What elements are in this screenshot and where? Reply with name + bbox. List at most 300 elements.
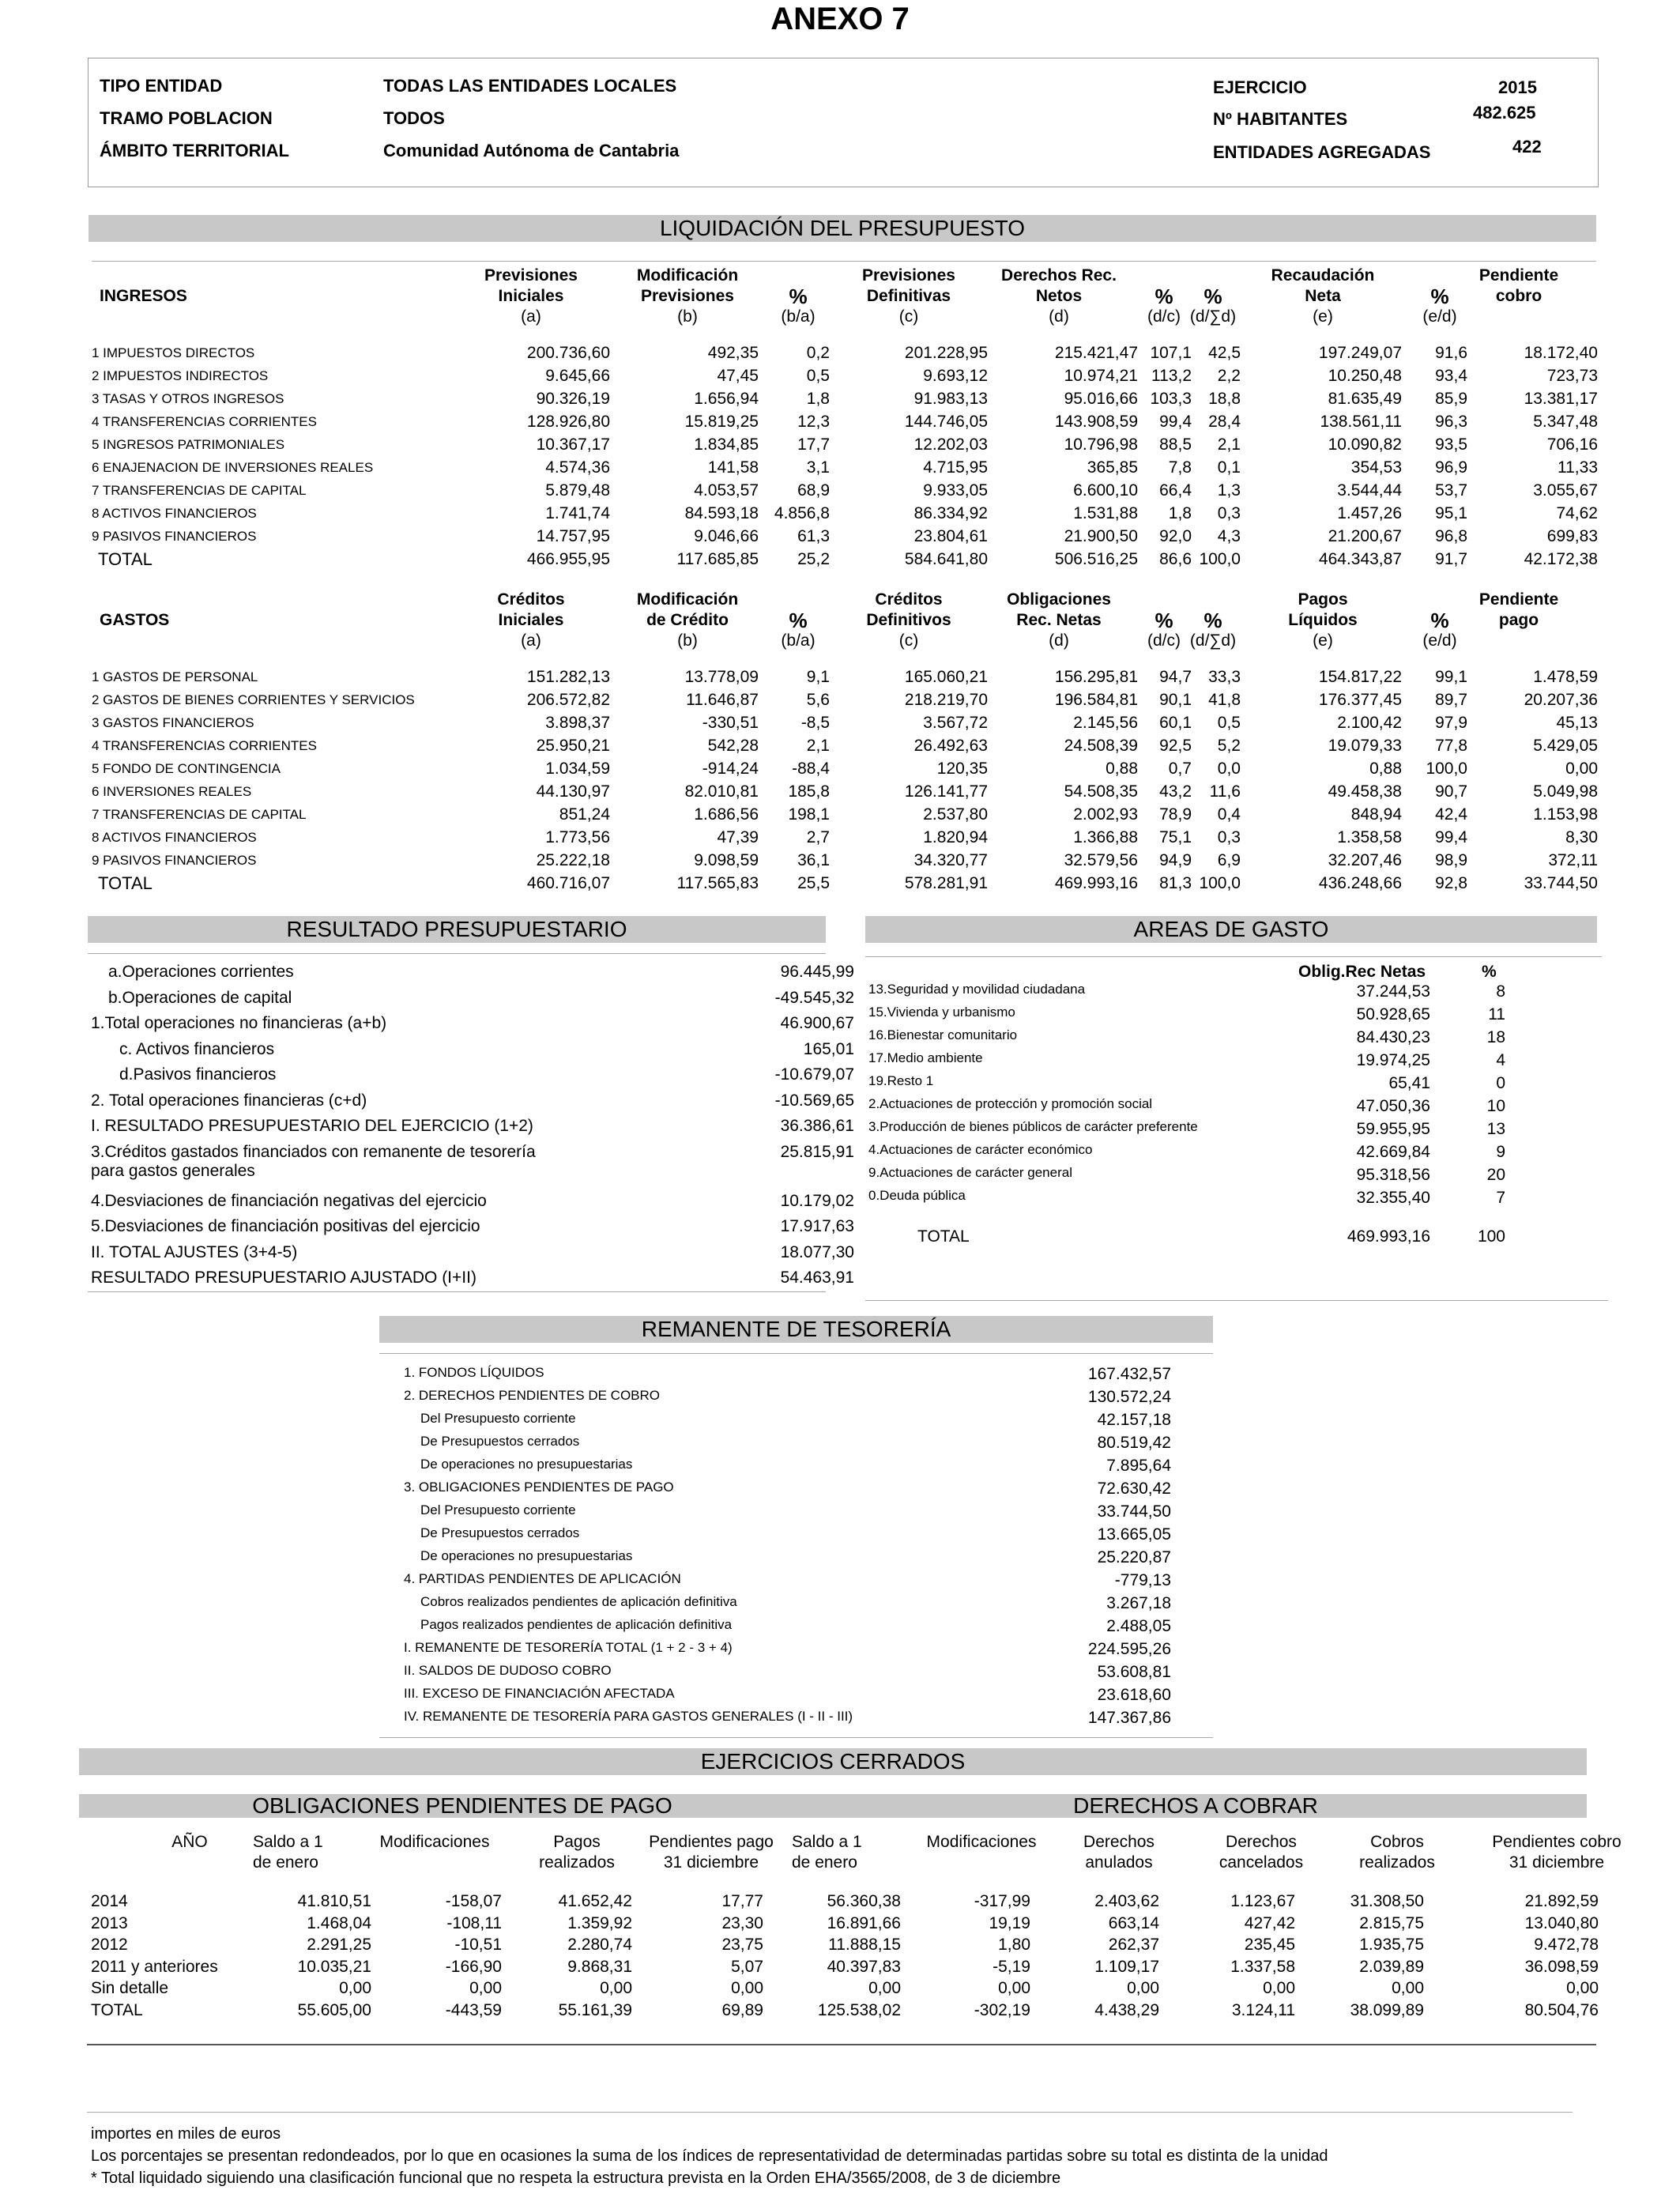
gastos-cell: 185,8	[788, 782, 830, 801]
ingresos-cell: 61,3	[797, 527, 830, 545]
agregadas-value: 422	[1512, 137, 1542, 156]
ingresos-cell: 354,53	[1350, 458, 1402, 477]
ingresos-cell: 4,3	[1217, 527, 1241, 545]
gastos-cell: 11,6	[1209, 782, 1241, 801]
ingresos-cell: 1,3	[1217, 481, 1241, 499]
ingresos-header-7-line3: (e)	[1313, 307, 1333, 326]
gastos-cell: 1.153,98	[1533, 805, 1598, 824]
gastos-cell: 98,9	[1435, 851, 1467, 869]
gastos-row-label: TOTAL	[98, 873, 153, 893]
gastos-cell: 460.716,07	[526, 874, 610, 892]
cerrados-cell: 0,00	[868, 1979, 901, 1997]
gastos-cell: 3.898,37	[545, 714, 610, 732]
cerrados-cell: 69,89	[721, 2000, 763, 2019]
gastos-cell: 100,0	[1426, 760, 1467, 778]
gastos-cell: 196.584,81	[1054, 691, 1138, 709]
remanente-label: III. EXCESO DE FINANCIACIÓN AFECTADA	[404, 1686, 675, 1701]
ingresos-row	[87, 364, 1599, 387]
gastos-cell: 11.646,87	[686, 691, 759, 709]
gastos-cell: 32.207,46	[1328, 851, 1402, 869]
divider	[865, 1300, 1608, 1301]
divider	[865, 956, 1602, 957]
cerrados-header-3-line2: realizados	[539, 1853, 615, 1872]
gastos-cell: 26.492,63	[913, 737, 988, 755]
ingresos-header-0-line2: Iniciales	[498, 287, 564, 305]
cerrados-cell: 0,00	[1127, 1979, 1159, 1997]
ingresos-row-label: 1 IMPUESTOS DIRECTOS	[92, 345, 255, 360]
gastos-row	[87, 803, 1599, 826]
derechos-title: DERECHOS A COBRAR	[804, 1794, 1587, 1818]
gastos-header-9-line2: pago	[1498, 611, 1539, 629]
ingresos-cell: 15.819,25	[684, 413, 759, 431]
agregadas-label: ENTIDADES AGREGADAS	[1213, 142, 1431, 162]
ingresos-cell: 21.900,50	[1064, 527, 1138, 545]
tramo-label: TRAMO POBLACION	[100, 108, 273, 128]
remanente-value: 42.157,18	[1097, 1411, 1171, 1429]
ingresos-cell: 91.983,13	[913, 390, 988, 408]
footer-note-classification: * Total liquidado siguiendo una clasificación funcional que no respeta la estructura prevista en la Orden EHA/3565/2008, de 3 de diciembre	[91, 2169, 1061, 2187]
resultado-label: 4.Desviaciones de financiación negativas del ejercicio	[91, 1191, 487, 1210]
gastos-cell: 92,5	[1159, 737, 1192, 755]
ingresos-cell: 1.656,94	[694, 390, 759, 408]
gastos-cell: 8,30	[1565, 828, 1598, 846]
remanente-value: 167.432,57	[1087, 1365, 1171, 1383]
gastos-cell: 42,4	[1435, 805, 1467, 824]
ingresos-cell: 0,3	[1217, 504, 1241, 522]
gastos-cell: 43,2	[1159, 782, 1192, 801]
ingresos-cell: 10.090,82	[1328, 435, 1402, 454]
gastos-cell: 60,1	[1159, 714, 1192, 732]
cerrados-row-label: 2014	[91, 1892, 128, 1910]
gastos-cell: 2.100,42	[1337, 714, 1402, 732]
cerrados-cell: 21.892,59	[1524, 1892, 1599, 1910]
resultado-label: RESULTADO PRESUPUESTARIO AJUSTADO (I+II)	[91, 1269, 477, 1287]
ingresos-cell: 3,1	[806, 458, 830, 477]
ingresos-cell: 92,0	[1159, 527, 1192, 545]
remanente-label: Pagos realizados pendientes de aplicación definitiva	[420, 1617, 733, 1632]
gastos-row	[87, 780, 1599, 803]
ingresos-cell: 3.055,67	[1533, 481, 1598, 499]
gastos-cell: 848,94	[1350, 805, 1402, 824]
resultado-label: a.Operaciones corrientes	[108, 963, 294, 981]
gastos-cell: 36,1	[797, 851, 830, 869]
cerrados-cell: -302,19	[974, 2000, 1030, 2019]
gastos-cell: 0,88	[1369, 760, 1402, 778]
gastos-cell: 41,8	[1208, 691, 1241, 709]
gastos-cell: 436.248,66	[1318, 874, 1402, 892]
gastos-row-label: 5 FONDO DE CONTINGENCIA	[92, 761, 281, 776]
areas-total-label: TOTAL	[917, 1227, 970, 1246]
gastos-cell: 19.079,33	[1328, 737, 1402, 755]
gastos-row	[87, 665, 1599, 688]
area-pct: 11	[1488, 1005, 1505, 1023]
remanente-value: 53.608,81	[1097, 1663, 1171, 1681]
ingresos-cell: 96,3	[1435, 413, 1467, 431]
cerrados-cell: 19,19	[989, 1913, 1030, 1932]
ingresos-cell: 95.016,66	[1064, 390, 1138, 408]
ingresos-row	[87, 387, 1599, 410]
cerrados-cell: 2.280,74	[567, 1936, 632, 1954]
gastos-cell: 54.508,35	[1064, 782, 1138, 801]
cerrados-cell: 41.652,42	[558, 1892, 632, 1910]
ingresos-header-3-line2: Definitivas	[866, 287, 951, 305]
remanente-label: De Presupuestos cerrados	[420, 1434, 580, 1449]
resultado-label: d.Pasivos financieros	[119, 1065, 277, 1084]
cerrados-cell: 5,07	[731, 1957, 763, 1976]
gastos-cell: 33.744,50	[1524, 874, 1598, 892]
ingresos-header-4-line1: Derechos Rec.	[1001, 266, 1117, 285]
area-value: 65,41	[1388, 1074, 1430, 1092]
gastos-header-0-line2: Iniciales	[498, 611, 564, 629]
ingresos-cell: 9.933,05	[923, 481, 988, 499]
gastos-cell: 92,8	[1435, 874, 1467, 892]
cerrados-cell: 235,45	[1244, 1936, 1295, 1954]
cerrados-row-label: 2012	[91, 1936, 128, 1954]
gastos-row-label: 9 PASIVOS FINANCIEROS	[92, 853, 257, 868]
cerrados-header-4-line1: Pendientes pago	[649, 1833, 774, 1851]
gastos-cell: 2,1	[806, 737, 830, 755]
cerrados-cell: 13.040,80	[1524, 1913, 1599, 1932]
gastos-header-4-line3: (d)	[1049, 631, 1069, 650]
cerrados-cell: 10.035,21	[297, 1957, 371, 1976]
area-value: 42.669,84	[1356, 1143, 1430, 1161]
ingresos-header-2-line3: (b/a)	[781, 307, 816, 326]
gastos-cell: 372,11	[1548, 851, 1598, 869]
gastos-row	[87, 734, 1599, 757]
ingresos-cell: 6.600,10	[1073, 481, 1138, 499]
gastos-cell: 25,5	[797, 874, 830, 892]
cerrados-cell: 427,42	[1244, 1913, 1295, 1932]
gastos-cell: 578.281,91	[904, 874, 988, 892]
ingresos-cell: 464.343,87	[1318, 550, 1402, 568]
resultado-value: 18.077,30	[780, 1242, 854, 1261]
cerrados-cell: 1.468,04	[307, 1913, 371, 1932]
gastos-header-4-line1: Obligaciones	[1007, 590, 1111, 609]
habitantes-label: Nº HABITANTES	[1213, 109, 1348, 129]
gastos-cell: 1.366,88	[1073, 828, 1138, 846]
cerrados-cell: 0,00	[1566, 1979, 1599, 1997]
tramo-value: TODOS	[383, 108, 445, 128]
ingresos-header-7-line1: Recaudación	[1271, 266, 1375, 285]
remanente-label: De operaciones no presupuestarias	[420, 1548, 633, 1563]
ingresos-header-4-line3: (d)	[1049, 307, 1069, 326]
ejercicio-label: EJERCICIO	[1213, 77, 1307, 97]
cerrados-header-4-line2: 31 diciembre	[663, 1853, 759, 1872]
ingresos-section-label: INGRESOS	[100, 287, 187, 305]
cerrados-cell: 56.360,38	[827, 1892, 901, 1910]
gastos-cell: 0,00	[1565, 760, 1598, 778]
ejercicio-value: 2015	[1498, 77, 1537, 97]
ingresos-cell: 21.200,67	[1328, 527, 1402, 545]
resultado-label: 1.Total operaciones no financieras (a+b)	[91, 1014, 387, 1032]
cerrados-cell: -317,99	[974, 1892, 1030, 1910]
ambito-label: ÁMBITO TERRITORIAL	[100, 141, 289, 160]
gastos-header-3-line1: Créditos	[875, 590, 943, 609]
ingresos-cell: 2,1	[1217, 435, 1241, 454]
ingresos-header-6-line1: %	[1203, 285, 1222, 308]
remanente-label: 4. PARTIDAS PENDIENTES DE APLICACIÓN	[404, 1571, 681, 1586]
gastos-cell: 75,1	[1159, 828, 1192, 846]
footer-units: importes en miles de euros	[91, 2125, 281, 2143]
gastos-cell: 47,39	[717, 828, 759, 846]
cerrados-cell: -443,59	[445, 2000, 502, 2019]
cerrados-cell: 0,00	[731, 1979, 763, 1997]
cerrados-cell: 2.815,75	[1359, 1913, 1424, 1932]
ingresos-cell: 10.250,48	[1328, 367, 1402, 385]
areas-col-pct-header: %	[1482, 963, 1497, 981]
ingresos-cell: 5.347,48	[1533, 413, 1598, 431]
ingresos-row-label: 7 TRANSFERENCIAS DE CAPITAL	[92, 483, 307, 498]
gastos-cell: 0,5	[1217, 714, 1241, 732]
ingresos-cell: 100,0	[1199, 550, 1241, 568]
cerrados-cell: 0,00	[469, 1979, 502, 1997]
ingresos-cell: 10.367,17	[536, 435, 610, 454]
resultado-value: 17.917,63	[780, 1217, 854, 1235]
ingresos-cell: 96,9	[1435, 458, 1467, 477]
ingresos-cell: 5.879,48	[545, 481, 610, 499]
area-label: 17.Medio ambiente	[868, 1050, 983, 1065]
ingresos-row	[87, 502, 1599, 525]
footer-note-rounding: Los porcentajes se presentan redondeados, por lo que en ocasiones la suma de los índices de representatividad de determinadas partidas sobre su total es distinta de la unidad	[91, 2147, 1328, 2165]
resultado-label: I. RESULTADO PRESUPUESTARIO DEL EJERCICIO (1+2)	[91, 1117, 533, 1135]
cerrados-header-9-line2: realizados	[1359, 1853, 1435, 1872]
gastos-cell: 0,7	[1168, 760, 1192, 778]
cerrados-row-label: 2013	[91, 1913, 128, 1932]
ingresos-header-6-line3: (d/∑d)	[1189, 307, 1237, 326]
gastos-header-0-line3: (a)	[521, 631, 541, 650]
cerrados-header-10-line1: Pendientes cobro	[1492, 1833, 1622, 1851]
area-label: 2.Actuaciones de protección y promoción social	[868, 1096, 1153, 1111]
resultado-value: 96.445,99	[780, 963, 854, 981]
obligaciones-title: OBLIGACIONES PENDIENTES DE PAGO	[79, 1794, 846, 1818]
cerrados-row-label: 2011 y anteriores	[91, 1957, 218, 1976]
gastos-header-9-line1: Pendiente	[1478, 590, 1559, 609]
cerrados-cell: 125.538,02	[817, 2000, 901, 2019]
cerrados-cell: 3.124,11	[1231, 2000, 1295, 2019]
ingresos-cell: 18.172,40	[1524, 344, 1598, 362]
ingresos-cell: 113,2	[1151, 367, 1192, 385]
ingresos-row-label: 2 IMPUESTOS INDIRECTOS	[92, 368, 269, 383]
area-label: 16.Bienestar comunitario	[868, 1027, 1018, 1042]
ingresos-cell: 103,3	[1150, 390, 1192, 408]
ingresos-cell: 7,8	[1168, 458, 1192, 477]
cerrados-cell: 1.109,17	[1094, 1957, 1159, 1976]
gastos-cell: 32.579,56	[1064, 851, 1138, 869]
cerrados-header-1-line1: Saldo a 1	[253, 1833, 323, 1851]
ingresos-header-9-line1: Pendiente	[1478, 266, 1559, 285]
resultado-section	[88, 960, 854, 1292]
ingresos-cell: 93,4	[1435, 367, 1467, 385]
ingresos-cell: 86.334,92	[913, 504, 988, 522]
cerrados-header-5-line1: Saldo a 1	[792, 1833, 862, 1851]
ingresos-cell: 17,7	[797, 435, 830, 454]
ingresos-cell: 10.796,98	[1064, 435, 1138, 454]
gastos-cell: 82.010,81	[684, 782, 759, 801]
gastos-header-1-line1: Modificación	[636, 590, 739, 609]
tipo-entidad-value: TODAS LAS ENTIDADES LOCALES	[383, 76, 677, 96]
area-pct: 8	[1496, 982, 1505, 1001]
ingresos-cell: 3.544,44	[1337, 481, 1402, 499]
gastos-cell: 117.565,83	[676, 874, 759, 892]
gastos-row-label: 3 GASTOS FINANCIEROS	[92, 715, 254, 730]
gastos-cell: 2.145,56	[1073, 714, 1138, 732]
gastos-cell: 198,1	[788, 805, 830, 824]
gastos-cell: 81,3	[1159, 874, 1192, 892]
remanente-value: 72.630,42	[1097, 1480, 1171, 1498]
gastos-cell: 97,9	[1435, 714, 1467, 732]
gastos-header-7-line1: Pagos	[1298, 590, 1348, 609]
ingresos-cell: 25,2	[797, 550, 830, 568]
gastos-cell: 99,4	[1435, 828, 1467, 846]
gastos-cell: 1.478,59	[1533, 668, 1598, 686]
ingresos-cell: 1.741,74	[545, 504, 610, 522]
cerrados-cell: 0,00	[1392, 1979, 1424, 1997]
ingresos-row	[87, 479, 1599, 502]
gastos-cell: 94,9	[1159, 851, 1192, 869]
ingresos-cell: 12,3	[797, 413, 830, 431]
cerrados-cell: 17,77	[721, 1892, 763, 1910]
gastos-cell: 49.458,38	[1328, 782, 1402, 801]
cerrados-header-5-line2: de enero	[792, 1853, 857, 1872]
cerrados-header-0-line1: AÑO	[171, 1833, 208, 1851]
ingresos-cell: 4.053,57	[694, 481, 759, 499]
area-value: 50.928,65	[1356, 1005, 1430, 1023]
gastos-row-label: 8 ACTIVOS FINANCIEROS	[92, 830, 257, 845]
remanente-value: 23.618,60	[1097, 1686, 1171, 1704]
gastos-cell: 1.034,59	[545, 760, 610, 778]
ingresos-cell: 11,33	[1558, 458, 1598, 477]
cerrados-cell: -108,11	[446, 1913, 502, 1932]
ingresos-row-label: 6 ENAJENACION DE INVERSIONES REALES	[92, 460, 374, 475]
resultado-value: 36.386,61	[780, 1117, 854, 1135]
gastos-cell: 89,7	[1435, 691, 1467, 709]
gastos-cell: 5,6	[806, 691, 830, 709]
gastos-header-1-line3: (b)	[677, 631, 698, 650]
ingresos-cell: 144.746,05	[904, 413, 988, 431]
ingresos-row	[87, 548, 1599, 571]
ingresos-cell: 4.856,8	[774, 504, 830, 522]
ingresos-row-label: TOTAL	[98, 549, 153, 569]
ingresos-cell: 95,1	[1435, 504, 1467, 522]
gastos-header-7-line2: Líquidos	[1288, 611, 1358, 629]
ingresos-row	[87, 525, 1599, 548]
gastos-row	[87, 757, 1599, 780]
ingresos-header-0-line1: Previsiones	[484, 266, 578, 285]
remanente-value: 80.519,42	[1097, 1434, 1171, 1452]
ingresos-cell: 723,73	[1546, 367, 1598, 385]
cerrados-row-label: Sin detalle	[91, 1979, 169, 1997]
cerrados-cell: 2.291,25	[307, 1936, 371, 1954]
ingresos-cell: 10.974,21	[1064, 367, 1138, 385]
gastos-header-5-line3: (d/c)	[1147, 631, 1181, 650]
area-label: 3.Producción de bienes públicos de carácter preferente	[868, 1119, 1198, 1134]
gastos-header-5-line1: %	[1155, 609, 1173, 632]
remanente-value: 13.665,05	[1097, 1525, 1171, 1544]
ingresos-cell: 200.736,60	[526, 344, 610, 362]
ingresos-header-5-line3: (d/c)	[1147, 307, 1181, 326]
gastos-cell: 1.358,58	[1337, 828, 1402, 846]
cerrados-cell: 1.123,67	[1230, 1892, 1295, 1910]
gastos-cell: 45,13	[1556, 714, 1598, 732]
divider	[87, 2044, 1596, 2045]
remanente-label: 1. FONDOS LÍQUIDOS	[404, 1365, 544, 1380]
areas-col-value-header: Oblig.Rec Netas	[1298, 963, 1426, 981]
area-pct: 9	[1496, 1143, 1505, 1161]
ingresos-cell: 90.326,19	[536, 390, 610, 408]
cerrados-cell: 1,80	[998, 1936, 1030, 1954]
resultado-label-cont: para gastos generales	[91, 1161, 255, 1180]
cerrados-header-7-line1: Derechos	[1083, 1833, 1155, 1851]
ingresos-row-label: 9 PASIVOS FINANCIEROS	[92, 529, 257, 544]
ingresos-cell: 706,16	[1546, 435, 1598, 454]
ingresos-row	[87, 410, 1599, 433]
divider	[88, 953, 826, 954]
gastos-cell: 126.141,77	[904, 782, 988, 801]
cerrados-cell: 0,00	[339, 1979, 371, 1997]
cerrados-section	[79, 1818, 1622, 2019]
ingresos-header-3-line3: (c)	[898, 307, 919, 326]
gastos-cell: 154.817,22	[1318, 668, 1402, 686]
habitantes-value: 482.625	[1473, 103, 1536, 123]
remanente-title: REMANENTE DE TESORERÍA	[379, 1316, 1213, 1343]
resultado-value: 54.463,91	[780, 1269, 854, 1287]
ingresos-cell: 84.593,18	[684, 504, 759, 522]
gastos-cell: 44.130,97	[536, 782, 610, 801]
ingresos-cell: 74,62	[1556, 504, 1598, 522]
ingresos-cell: 143.908,59	[1054, 413, 1138, 431]
ingresos-row	[87, 341, 1599, 364]
ingresos-cell: 2,2	[1217, 367, 1241, 385]
gastos-cell: 542,28	[707, 737, 759, 755]
cerrados-cell: 1.359,92	[567, 1913, 632, 1932]
cerrados-cell: -166,90	[445, 1957, 502, 1976]
resultado-label: 2. Total operaciones financieras (c+d)	[91, 1091, 367, 1110]
area-pct: 4	[1496, 1051, 1505, 1069]
ingresos-cell: 88,5	[1159, 435, 1192, 454]
resultado-value: -49.545,32	[774, 988, 854, 1007]
gastos-cell: 24.508,39	[1064, 737, 1138, 755]
area-pct: 13	[1486, 1120, 1505, 1138]
gastos-row-label: 1 GASTOS DE PERSONAL	[92, 669, 258, 684]
ingresos-header-2-line1: %	[789, 285, 808, 308]
cerrados-header-8-line1: Derechos	[1226, 1833, 1297, 1851]
ingresos-row-label: 5 INGRESOS PATRIMONIALES	[92, 437, 285, 452]
cerrados-cell: 38.099,89	[1350, 2000, 1424, 2019]
gastos-row	[87, 826, 1599, 849]
cerrados-cell: 2.403,62	[1094, 1892, 1159, 1910]
remanente-section	[379, 1361, 1213, 1732]
area-label: 19.Resto 1	[868, 1073, 934, 1088]
remanente-label: Cobros realizados pendientes de aplicación definitiva	[420, 1594, 737, 1609]
ingresos-header-0-line3: (a)	[521, 307, 541, 326]
ingresos-cell: 197.249,07	[1318, 344, 1402, 362]
area-value: 84.430,23	[1356, 1028, 1430, 1046]
remanente-label: Del Presupuesto corriente	[420, 1502, 576, 1517]
cerrados-cell: 11.888,15	[828, 1936, 901, 1954]
gastos-row-label: 7 TRANSFERENCIAS DE CAPITAL	[92, 807, 307, 822]
gastos-cell: 120,35	[936, 760, 988, 778]
resultado-label: 5.Desviaciones de financiación positivas del ejercicio	[91, 1217, 480, 1235]
remanente-value: 3.267,18	[1106, 1594, 1171, 1612]
gastos-cell: 3.567,72	[923, 714, 988, 732]
ingresos-cell: 66,4	[1159, 481, 1192, 499]
cerrados-header-1-line2: de enero	[253, 1853, 318, 1872]
gastos-header-0-line1: Créditos	[497, 590, 565, 609]
areas-section	[865, 960, 1624, 1292]
cerrados-cell: 0,00	[600, 1979, 632, 1997]
ingresos-header-1-line3: (b)	[677, 307, 698, 326]
cerrados-cell: 0,00	[1263, 1979, 1295, 1997]
